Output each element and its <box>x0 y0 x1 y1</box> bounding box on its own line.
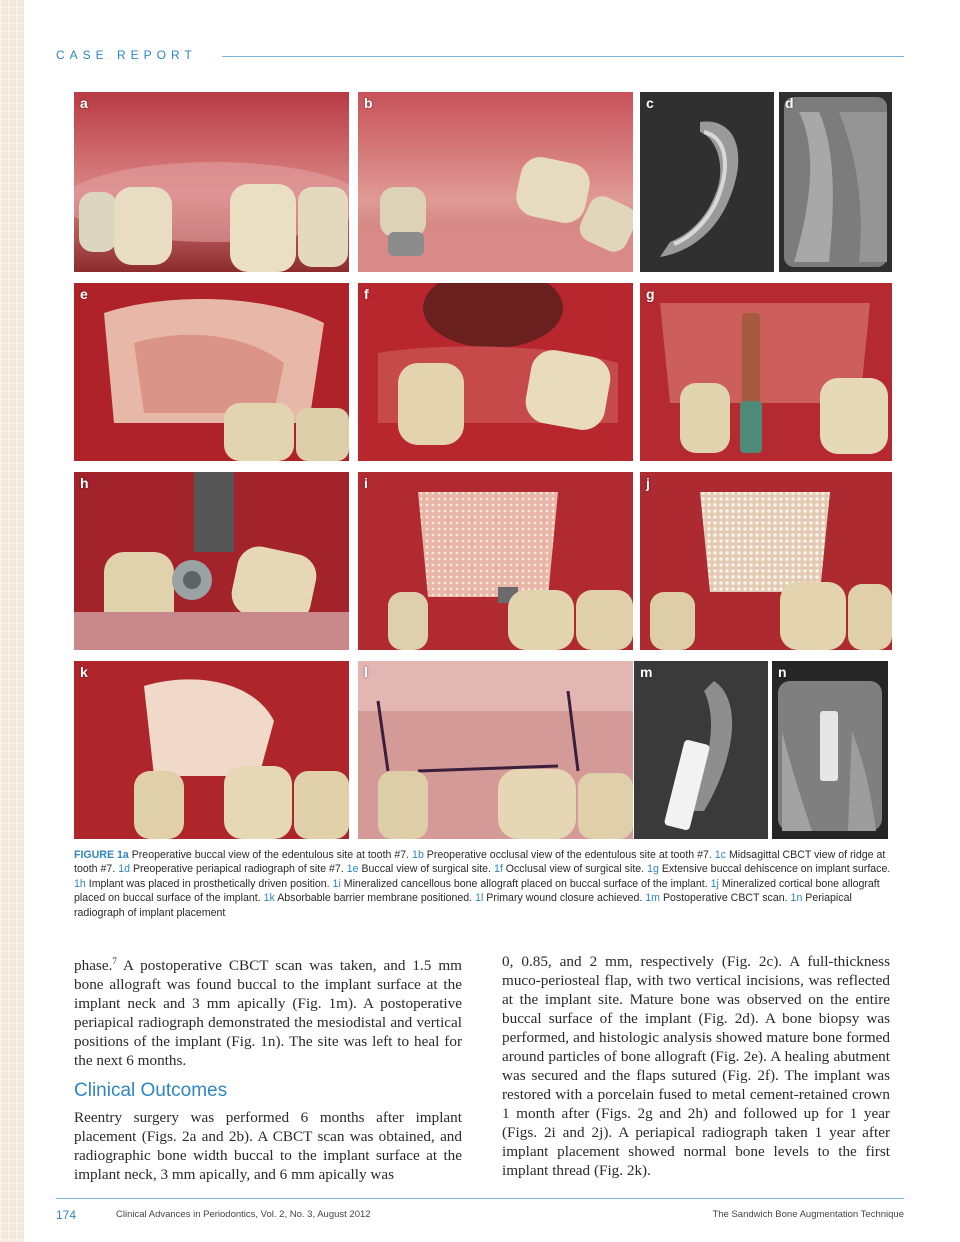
clinical-photo-b <box>358 92 633 272</box>
periapical-radiograph-n <box>772 661 888 839</box>
cbct-scan-m <box>634 661 768 839</box>
caption-ref-m: 1m <box>645 892 660 905</box>
figure-panel-m <box>634 661 768 839</box>
clinical-photo-g <box>640 283 892 461</box>
clinical-photo-e <box>74 283 349 461</box>
caption-ref-j: 1j <box>710 877 719 890</box>
figure-panel-e <box>74 283 349 461</box>
body-column-right <box>502 952 890 1180</box>
body-text: phase. <box>74 957 113 975</box>
caption-i: Mineralized cancellous bone allograft placed on buccal surface of the implant. <box>343 877 708 890</box>
caption-k: Absorbable barrier membrane positioned. <box>277 892 473 905</box>
clinical-photo-a <box>74 92 349 272</box>
panel-letter-d: d <box>785 95 794 111</box>
caption-j: Mineralized cortical bone allograft placed on buccal surface of the implant. <box>74 877 880 905</box>
section-heading: Clinical Outcomes <box>74 1080 228 1102</box>
page-number: 174 <box>56 1208 77 1222</box>
body-text: A postoperative CBCT scan was taken, and 1.5 mm bone allograft was found buccal to the implant surface at the implant neck and 3 mm apically (Fig. 1m). A postoperative periapical radiograph demonstrated the mesiodistal and vertical positions of the implant (Fig. 1n). The site was left to heal for the next 6 months. <box>74 957 462 1070</box>
clinical-photo-k <box>74 661 349 839</box>
journal-citation: Clinical Advances in Periodontics, Vol. 2, No. 3, August 2012 <box>116 1209 371 1220</box>
clinical-photo-l <box>358 661 633 839</box>
caption-h: Implant was placed in prosthetically driven position. <box>88 877 330 890</box>
caption-ref-k: 1k <box>263 892 275 905</box>
body-column-left <box>74 952 462 1184</box>
caption-a: Preoperative buccal view of the edentulous site at tooth #7. <box>131 849 410 861</box>
panel-letter-i: i <box>364 475 368 491</box>
clinical-photo-j <box>640 472 892 650</box>
figure-panel-l <box>358 661 633 839</box>
panel-letter-l: l <box>364 664 368 680</box>
caption-d: Preoperative periapical radiograph of site #7. <box>132 863 344 876</box>
panel-letter-h: h <box>80 475 89 491</box>
body-paragraph: 0, 0.85, and 2 mm, respectively (Fig. 2c). A full-thickness muco-periosteal flap, with two vertical incisions, was reflected at the implant site. Mature bone was observed on the entire buccal surface of the implant (Fig. 2d). A bone biopsy was performed, and histologic analysis showed mature bone formed around particles of bone allograft (Fig. 2e). A healing abutment was secured and the flaps sutured (Fig. 2f). The implant was restored with a porcelain fused to metal cement-retained crown 1 month after (Figs. 2g and 2h) and followed up for 1 year (Figs. 2i and 2j). A periapical radiograph taken 1 year after implant placement showed normal bone levels to the first implant thread (Fig. 2k). <box>502 953 890 1179</box>
clinical-photo-h <box>74 472 349 650</box>
decorative-side-strip <box>0 0 24 1242</box>
panel-letter-g: g <box>646 286 655 302</box>
body-paragraph <box>74 952 462 1070</box>
footer-rule <box>56 1198 904 1199</box>
caption-n: Periapical radiograph of implant placement <box>74 892 852 919</box>
panel-letter-k: k <box>80 664 88 680</box>
caption-ref-f: 1f <box>493 863 503 876</box>
figure-panel-n <box>772 661 888 839</box>
figure-panel-i <box>358 472 633 650</box>
caption-f: Occlusal view of surgical site. <box>505 863 645 876</box>
panel-letter-a: a <box>80 95 88 111</box>
cbct-scan-c <box>640 92 774 272</box>
caption-m: Postoperative CBCT scan. <box>662 892 788 905</box>
caption-ref-d: 1d <box>118 863 130 876</box>
caption-ref-l: 1l <box>475 892 484 905</box>
caption-l: Primary wound closure achieved. <box>486 892 643 905</box>
caption-ref-h: 1h <box>74 877 86 890</box>
periapical-radiograph-d <box>779 92 892 272</box>
caption-ref-g: 1g <box>647 863 659 876</box>
panel-letter-e: e <box>80 286 88 302</box>
header-rule <box>222 56 904 57</box>
running-title: The Sandwich Bone Augmentation Technique <box>712 1209 904 1220</box>
citation-superscript: 7 <box>112 956 117 966</box>
caption-g: Extensive buccal dehiscence on implant surface. <box>661 863 891 876</box>
caption-e: Buccal view of surgical site. <box>361 863 491 876</box>
figure-panel-h <box>74 472 349 650</box>
figure-panel-c <box>640 92 774 272</box>
caption-b: Preoperative occlusal view of the edentulous site at tooth #7. <box>426 849 712 861</box>
panel-letter-n: n <box>778 664 787 680</box>
figure-panel-f <box>358 283 633 461</box>
figure-panel-g <box>640 283 892 461</box>
panel-letter-c: c <box>646 95 654 111</box>
figure-panel-j <box>640 472 892 650</box>
panel-letter-m: m <box>640 664 653 680</box>
figure-panel-d <box>779 92 892 272</box>
figure-panel-b <box>358 92 633 272</box>
caption-ref-c: 1c <box>714 849 726 861</box>
body-paragraph: Reentry surgery was performed 6 months after implant placement (Figs. 2a and 2b). A CBCT scan was obtained, and radiographic bone width buccal to the implant surface at the implant neck, 3 mm apically, and 6 mm apically was <box>74 1109 462 1184</box>
caption-ref-e: 1e <box>346 863 359 876</box>
figure-panel-a <box>74 92 349 272</box>
caption-ref-n: 1n <box>790 892 803 905</box>
panel-letter-j: j <box>646 475 650 491</box>
panel-letter-f: f <box>364 286 369 302</box>
panel-letter-b: b <box>364 95 373 111</box>
section-label: CASE REPORT <box>56 48 197 62</box>
caption-ref-i: 1i <box>332 877 341 890</box>
clinical-photo-f <box>358 283 633 461</box>
figure-caption <box>74 848 894 920</box>
figure-panel-k <box>74 661 349 839</box>
figure-label: FIGURE 1a <box>74 849 129 861</box>
caption-c: Midsagittal CBCT view of ridge at tooth #7. <box>74 849 886 876</box>
caption-ref-b: 1b <box>412 849 424 861</box>
clinical-photo-i <box>358 472 633 650</box>
